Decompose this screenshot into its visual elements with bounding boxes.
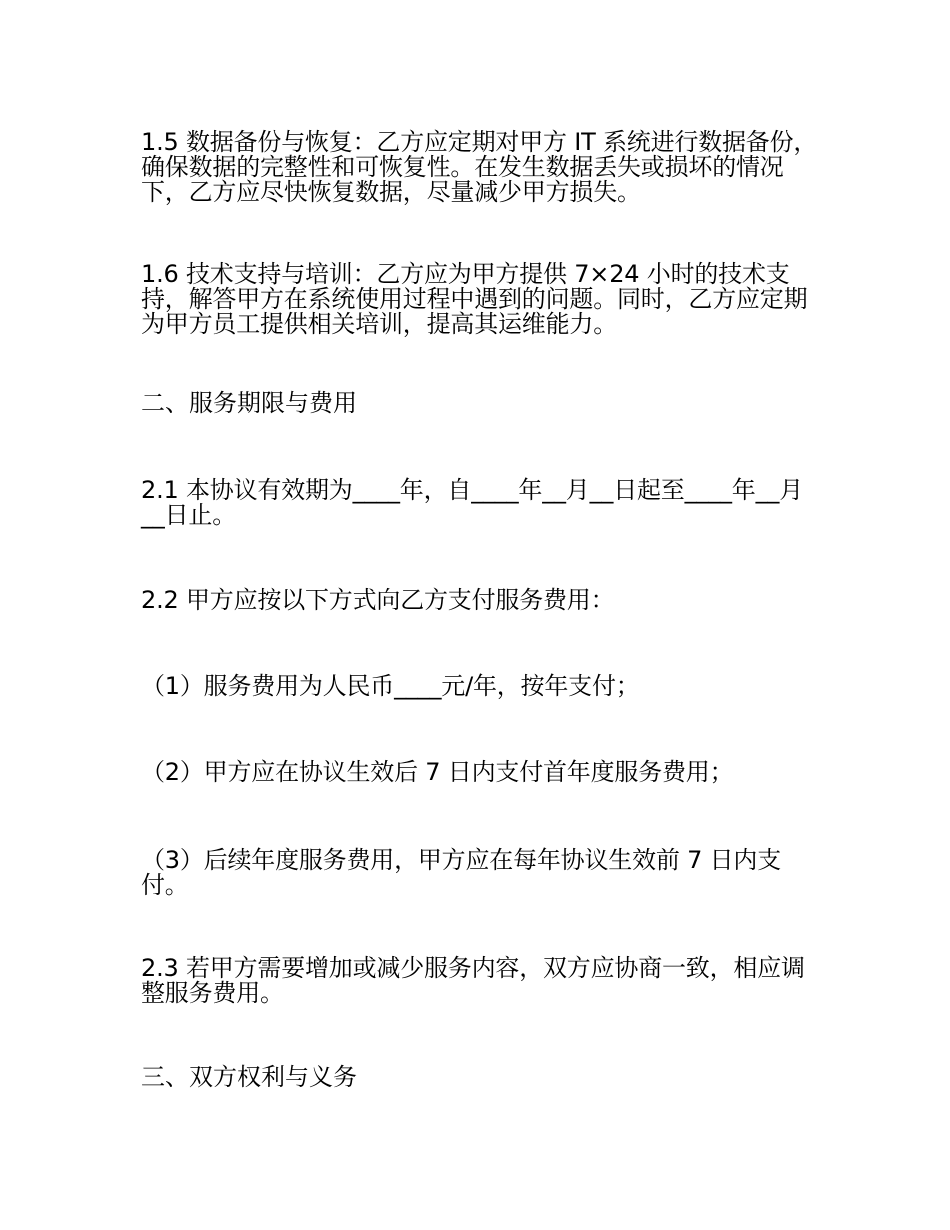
paragraph-2-1: 2.1 本协议有效期为____年，自____年__月__日起至____年__月__日止。 — [141, 476, 803, 530]
list-item-3: （3）后续年度服务费用，甲方应在每年协议生效前 7 日内支付。 — [141, 846, 781, 900]
paragraph-1-6: 1.6 技术支持与培训：乙方应为甲方提供 7×24 小时的技术支持，解答甲方在系统使用过程中遇到的问题。同时，乙方应定期为甲方员工提供相关培训，提高其运维能力。 — [141, 260, 808, 339]
list-item-2: （2）甲方应在协议生效后 7 日内支付首年度服务费用； — [141, 758, 734, 786]
section-2-heading: 二、服务期限与费用 — [141, 389, 357, 417]
section-3-heading: 三、双方权利与义务 — [141, 1063, 357, 1091]
paragraph-1-5: 1.5 数据备份与恢复：乙方应定期对甲方 IT 系统进行数据备份，确保数据的完整性和可恢复性。在发生数据丢失或损坏的情况下，乙方应尽快恢复数据，尽量减少甲方损失。 — [141, 128, 818, 207]
list-item-1: （1）服务费用为人民币____元/年，按年支付； — [141, 672, 640, 700]
paragraph-2-2: 2.2 甲方应按以下方式向乙方支付服务费用： — [141, 586, 615, 614]
paragraph-2-3: 2.3 若甲方需要增加或减少服务内容，双方应协商一致，相应调整服务费用。 — [141, 954, 805, 1008]
